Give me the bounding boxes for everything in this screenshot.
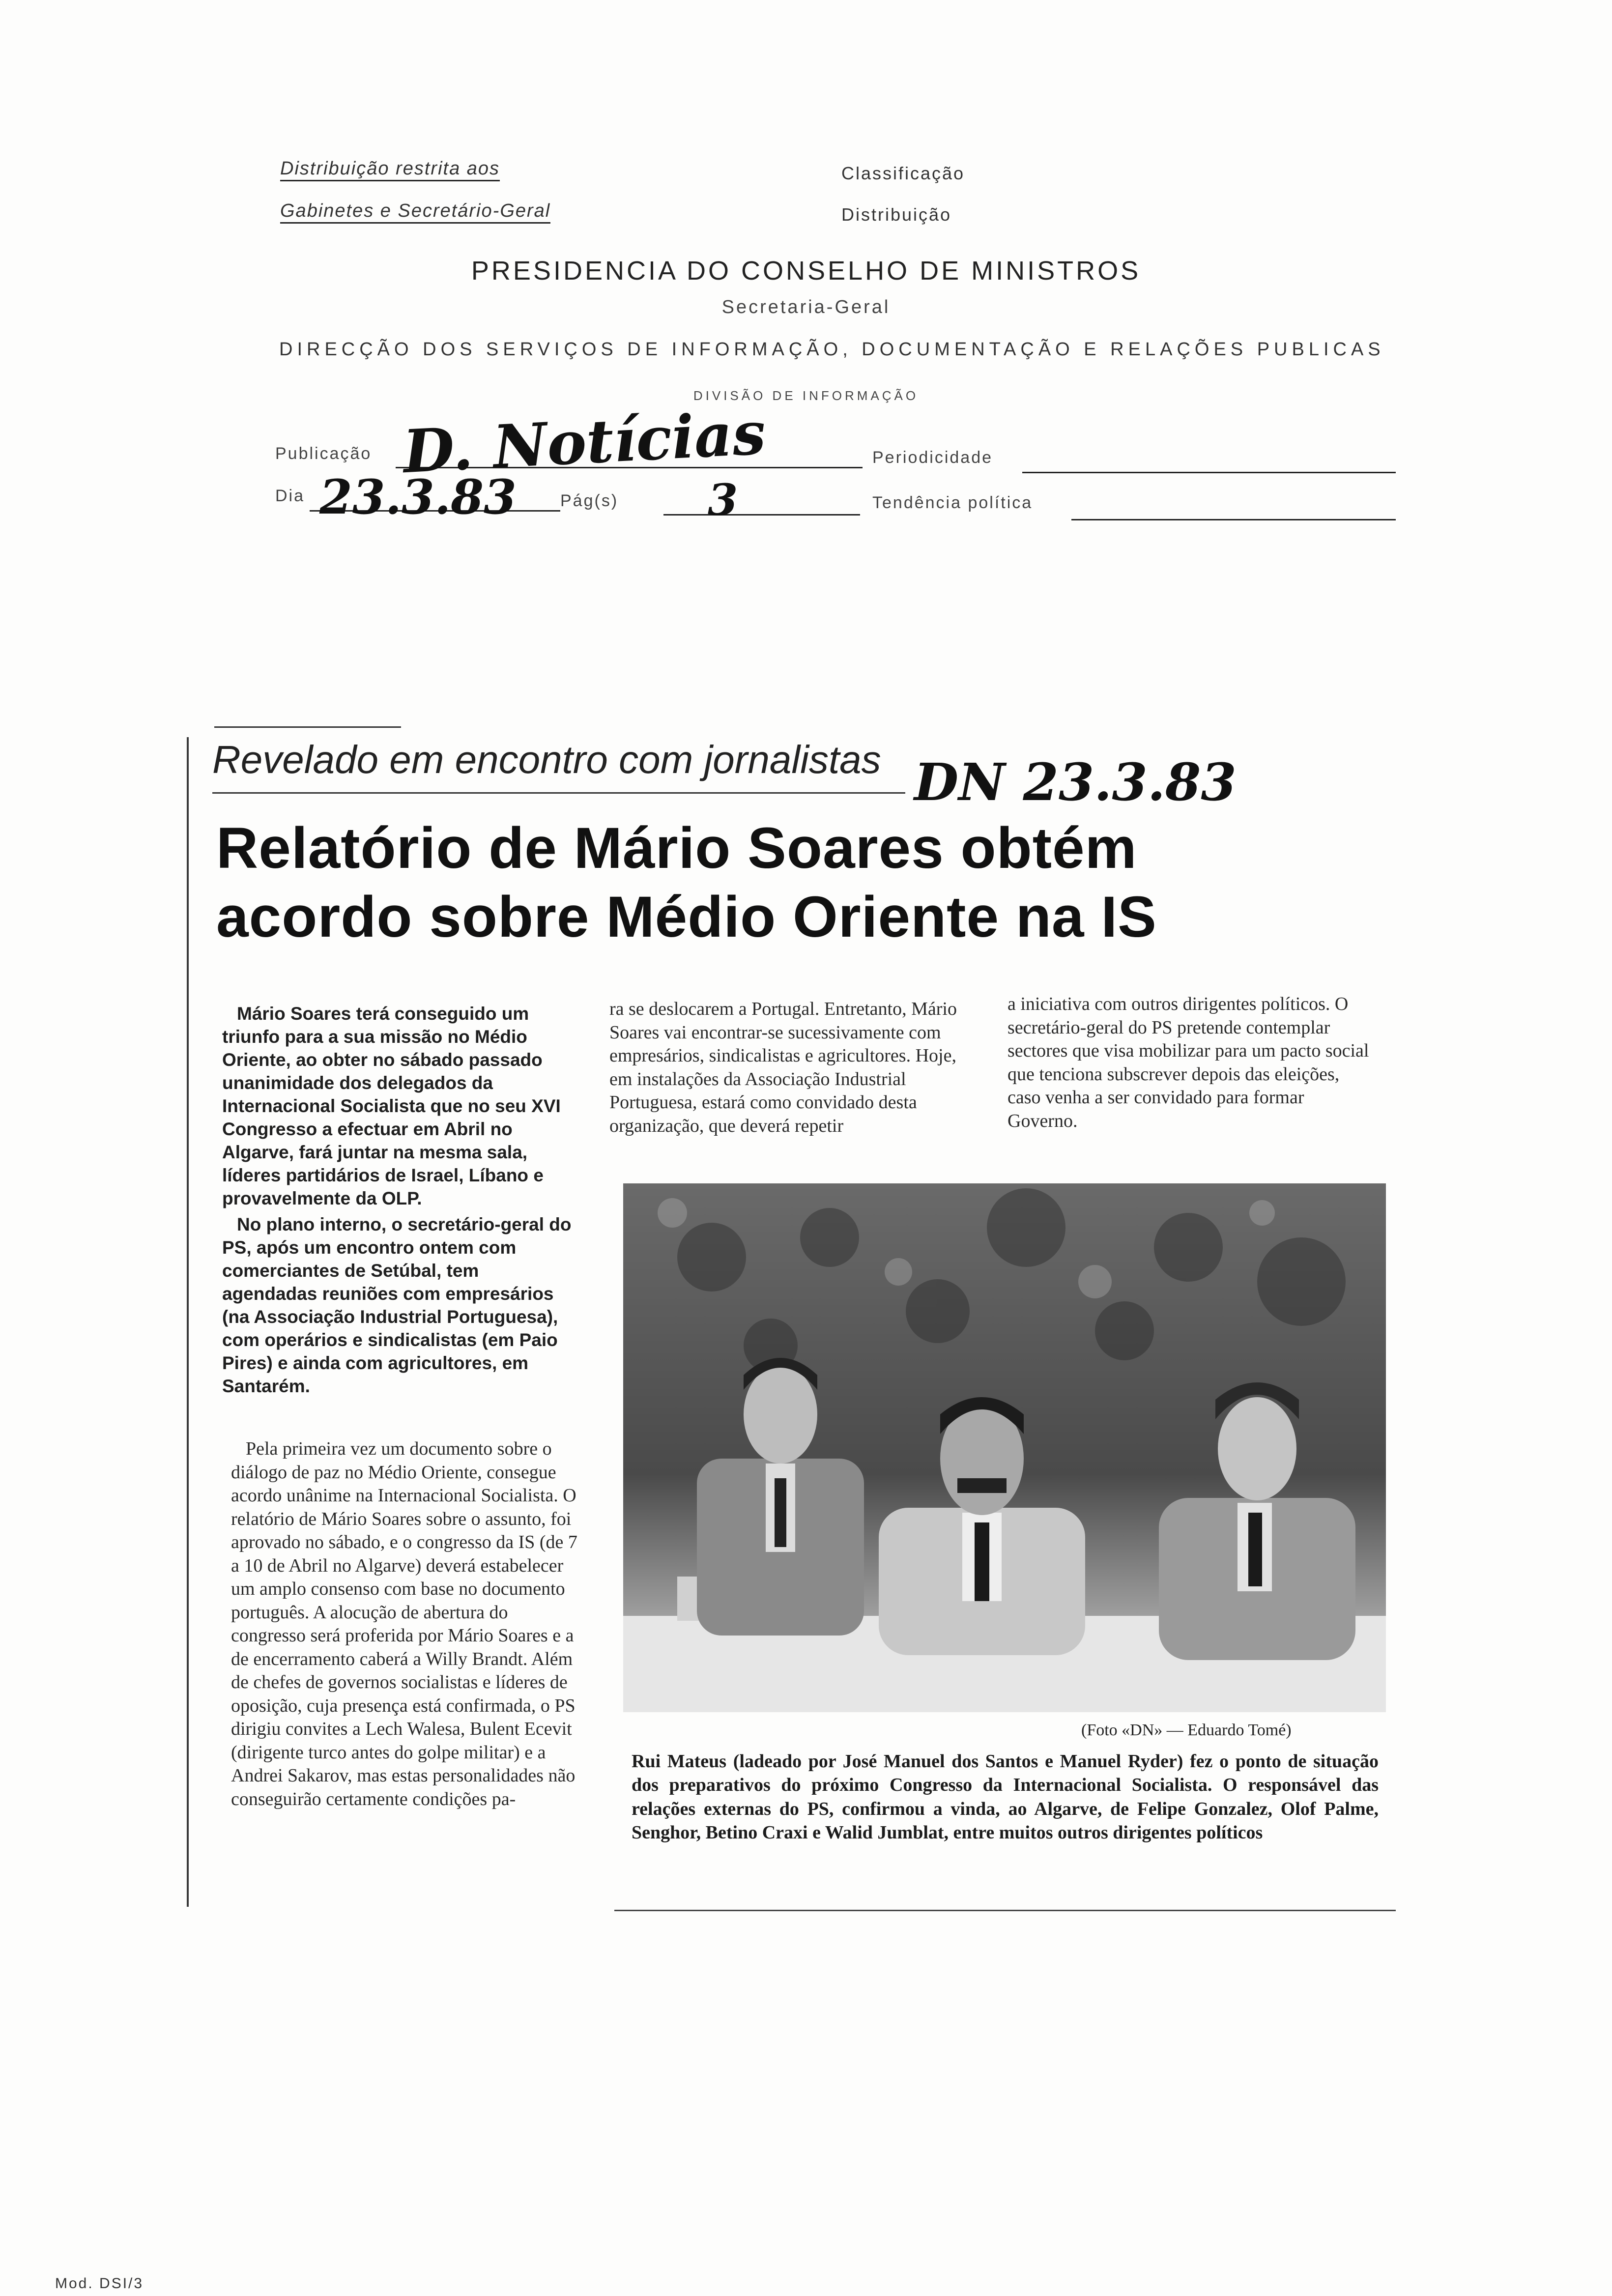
lead-paragraph-2: No plano interno, o secretário-geral do PS, após um encontro ontem com comerciantes de Setúbal, tem agendadas reuniões com empresários (na Associação Industrial Portuguesa), com operários e sindicalistas (em Paio Pires) e ainda com agricultores, em Santarém. [222,1214,572,1396]
body-column-2 [609,998,963,1138]
pages-handwritten: 3 [708,474,738,525]
division-title: DIVISÃO DE INFORMAÇÃO [693,388,919,403]
distribution-restricted-line1: Distribuição restrita aos [280,158,500,179]
periodicity-underline [1022,472,1396,473]
photo-caption: Rui Mateus (ladeado por José Manuel dos Santos e Manuel Ryder) fez o ponto de situação dos preparativos do próximo Congresso da Internacional Socialista. O responsável das relações externas do PS, confirmou a vinda, ao Algarve, de Felipe Gonzalez, Olof Palme, Senghor, Betino Craxi e Walid Jumblat, entre muitos outros dirigentes políticos [632,1751,1379,1843]
article-photo [623,1183,1386,1712]
pages-label: Pág(s) [560,491,619,510]
pages-underline [663,514,860,516]
directorate-title: DIRECÇÃO DOS SERVIÇOS DE INFORMAÇÃO, DOCUMENTAÇÃO E RELAÇÕES PUBLICAS [279,339,1385,360]
clipping-left-border [187,737,189,1907]
publication-handwritten: D. Notícias [401,398,768,487]
body-paragraph-1: Pela primeira vez um documento sobre o diálogo de paz no Médio Oriente, consegue acordo unânime na Internacional Socialista. O relatório de Mário Soares sobre o assunto, foi aprovado no sábado, e o congresso da IS (de 7 a 10 de Abril no Algarve) deverá estabelecer um amplo consenso com base no documento português. A alocução de abertura do congresso será proferida por Mário Soares e a de encerramento caberá a Willy Brandt. Além de chefes de governos socialistas e líderes de oposição, cuja presença está confirmada, o PS dirigiu convites a Lech Walesa, Bulent Ecevit (dirigente turco antes do golpe militar) e a Andrei Sakarov, mas estas personalidades não conseguirão certamente condições pa- [231,1438,577,1809]
political-tendency-underline [1071,519,1396,520]
body-column-1 [231,1437,580,1811]
clipping-top-rule [214,726,401,728]
headline-line-2: acordo sobre Médio Oriente na IS [216,885,1157,949]
distribution-label: Distribuição [841,204,952,225]
lead-paragraph-1: Mário Soares terá conseguido um triunfo para a sua missão no Médio Oriente, ao obter no sábado passado unanimidade dos delegados da Internacional Socialista que no seu XVI Congresso a efectuar em Abril no Algarve, fará juntar na mesma sala, líderes partidários de Israel, Líbano e provavelmente da OLP. [222,1004,561,1208]
classification-label: Classificação [841,163,965,183]
article-kicker: Revelado em encontro com jornalistas [212,738,881,781]
body-column-3-text: a iniciativa com outros dirigentes políticos. O secretário-geral do PS pretende contemplar sectores que visa mobilizar para um pacto social que tenciona subscrever depois das eleições, caso venha a ser convidado para formar Governo. [1008,994,1369,1131]
periodicity-label: Periodicidade [872,448,993,467]
lead-column [222,1003,572,1401]
political-tendency-label: Tendência política [872,493,1033,512]
headline-line-1: Relatório de Mário Soares obtém [216,816,1137,881]
distribution-restricted-line2: Gabinetes e Secretário-Geral [280,201,550,222]
presidency-title: PRESIDENCIA DO CONSELHO DE MINISTROS [471,256,1141,286]
photo-credit: (Foto «DN» — Eduardo Tomé) [1081,1721,1292,1739]
body-column-2-text: ra se deslocarem a Portugal. Entretanto, Mário Soares vai encontrar-se sucessivamente com empresários, sindicalistas e agricultores. Hoje, em instalações da Associação Industrial Portuguesa, estará como convidado desta organização, que deverá repetir [609,999,957,1136]
form-code: Mod. DSI/3 [55,2275,144,2292]
day-label: Dia [275,487,305,505]
day-handwritten: 23.3.83 [319,469,517,525]
handwritten-date-note: DN 23.3.83 [914,752,1237,812]
secretariat-title: Secretaria-Geral [721,297,891,317]
publication-label: Publicação [275,444,372,463]
body-column-3 [1008,993,1371,1133]
clipping-bottom-rule [614,1910,1396,1911]
kicker-rule [212,792,905,794]
